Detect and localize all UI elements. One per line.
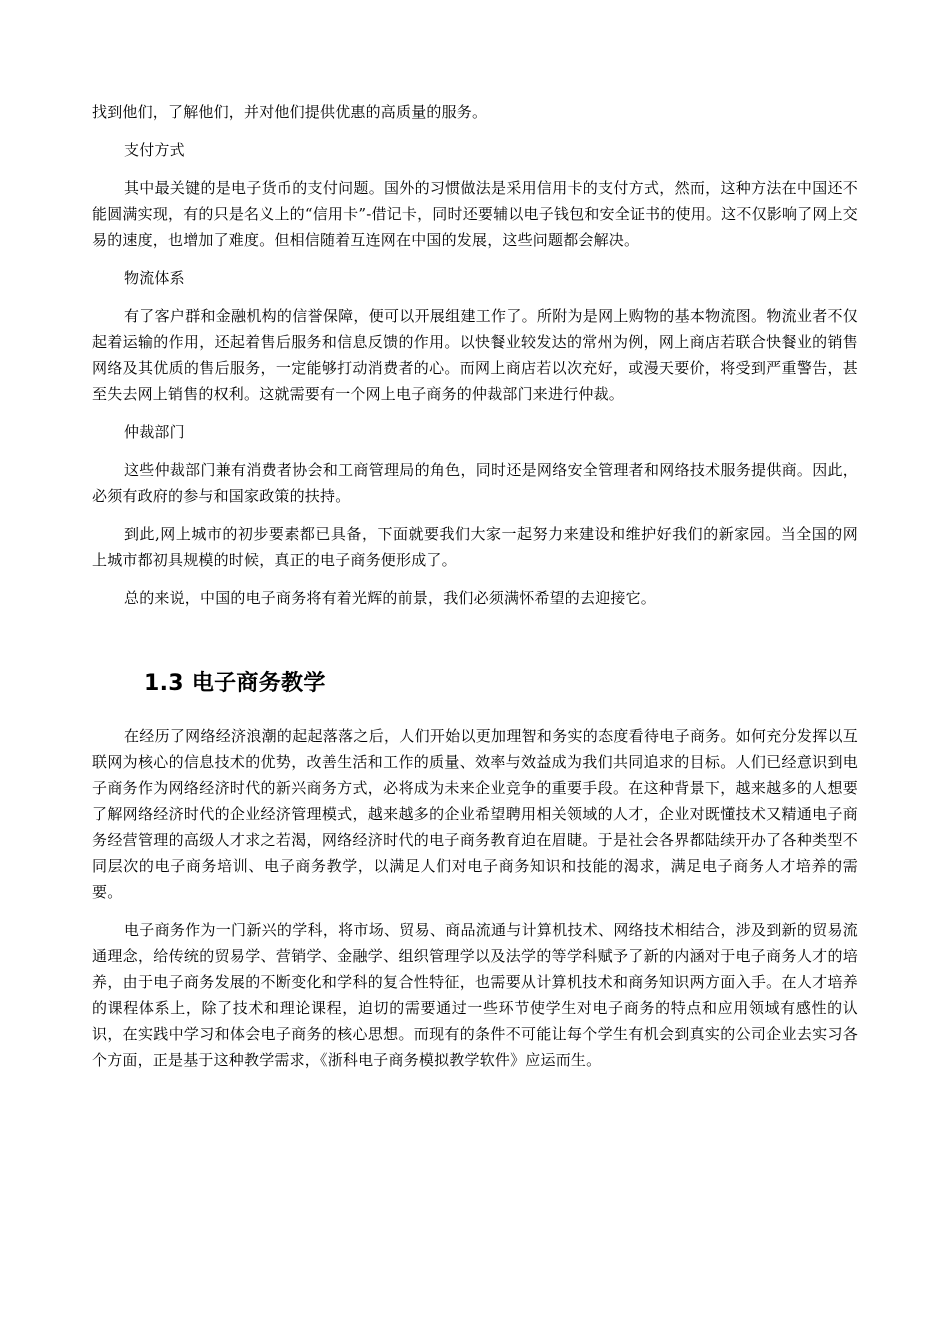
subheading-arbitration: 仲裁部门 [124,423,185,441]
paragraph-online-city: 到此,网上城市的初步要素都已具备，下面就要我们大家一起努力来建设和维护好我们的新家园。当全国的网上城市都初具规模的时候，真正的电子商务便形成了。 [92,525,858,569]
paragraph-arbitration: 这些仲裁部门兼有消费者协会和工商管理局的角色，同时还是网络安全管理者和网络技术服务提供商。因此，必须有政府的参与和国家政策的扶持。 [92,461,858,505]
document-body [92,99,858,1073]
subheading-payment-methods: 支付方式 [124,141,185,159]
subheading-logistics: 物流体系 [124,269,185,287]
paragraph-continuation: 找到他们，了解他们，并对他们提供优惠的高质量的服务。 [92,103,488,121]
section-heading: 1.3 电子商务教学 [144,671,326,696]
paragraph-summary: 总的来说，中国的电子商务将有着光辉的前景，我们必须满怀希望的去迎接它。 [124,589,657,607]
paragraph-payment: 其中最关键的是电子货币的支付问题。国外的习惯做法是采用信用卡的支付方式，然而，这种方法在中国还不能圆满实现，有的只是名义上的“信用卡”-借记卡，同时还要辅以电子钱包和安全证书的使用。这不仅影响了网上交易的速度，也增加了难度。但相信随着互连网在中国的发展，这些问题都会解决。 [92,179,858,249]
paragraph-logistics: 有了客户群和金融机构的信誉保障，便可以开展组建工作了。所附为是网上购物的基本物流图。物流业者不仅起着运输的作用，还起着售后服务和信息反馈的作用。以快餐业较发达的常州为例，网上商店若联合快餐业的销售网络及其优质的售后服务，一定能够打动消费者的心。而网上商店若以次充好，或漫天要价，将受到严重警告，甚至失去网上销售的权利。这就需要有一个网上电子商务的仲裁部门来进行仲裁。 [92,307,858,403]
paragraph-ecommerce-education: 在经历了网络经济浪潮的起起落落之后，人们开始以更加理智和务实的态度看待电子商务。如何充分发挥以互联网为核心的信息技术的优势，改善生活和工作的质量、效率与效益成为我们共同追求的目标。人们已经意识到电子商务作为网络经济时代的新兴商务方式，必将成为未来企业竞争的重要手段。在这种背景下，越来越多的人想要了解网络经济时代的企业经济管理模式，越来越多的企业希望聘用相关领域的人才，企业对既懂技术又精通电子商务经营管理的高级人才求之若渴，网络经济时代的电子商务教育迫在眉睫。于是社会各界都陆续开办了各种类型不同层次的电子商务培训、电子商务教学，以满足人们对电子商务知识和技能的渴求，满足电子商务人才培养的需要。 [92,727,858,901]
paragraph-ecommerce-discipline: 电子商务作为一门新兴的学科，将市场、贸易、商品流通与计算机技术、网络技术相结合，涉及到新的贸易流通理念，给传统的贸易学、营销学、金融学、组织管理学以及法学的等学科赋予了新的内涵对于电子商务人才的培养，由于电子商务发展的不断变化和学科的复合性特征，也需要从计算机技术和商务知识两方面入手。在人才培养的课程体系上，除了技术和理论课程，迫切的需要通过一些环节使学生对电子商务的特点和应用领域有感性的认识，在实践中学习和体会电子商务的核心思想。而现有的条件不可能让每个学生有机会到真实的公司企业去实习各个方面，正是基于这种教学需求，《浙科电子商务模拟教学软件》应运而生。 [92,921,858,1069]
